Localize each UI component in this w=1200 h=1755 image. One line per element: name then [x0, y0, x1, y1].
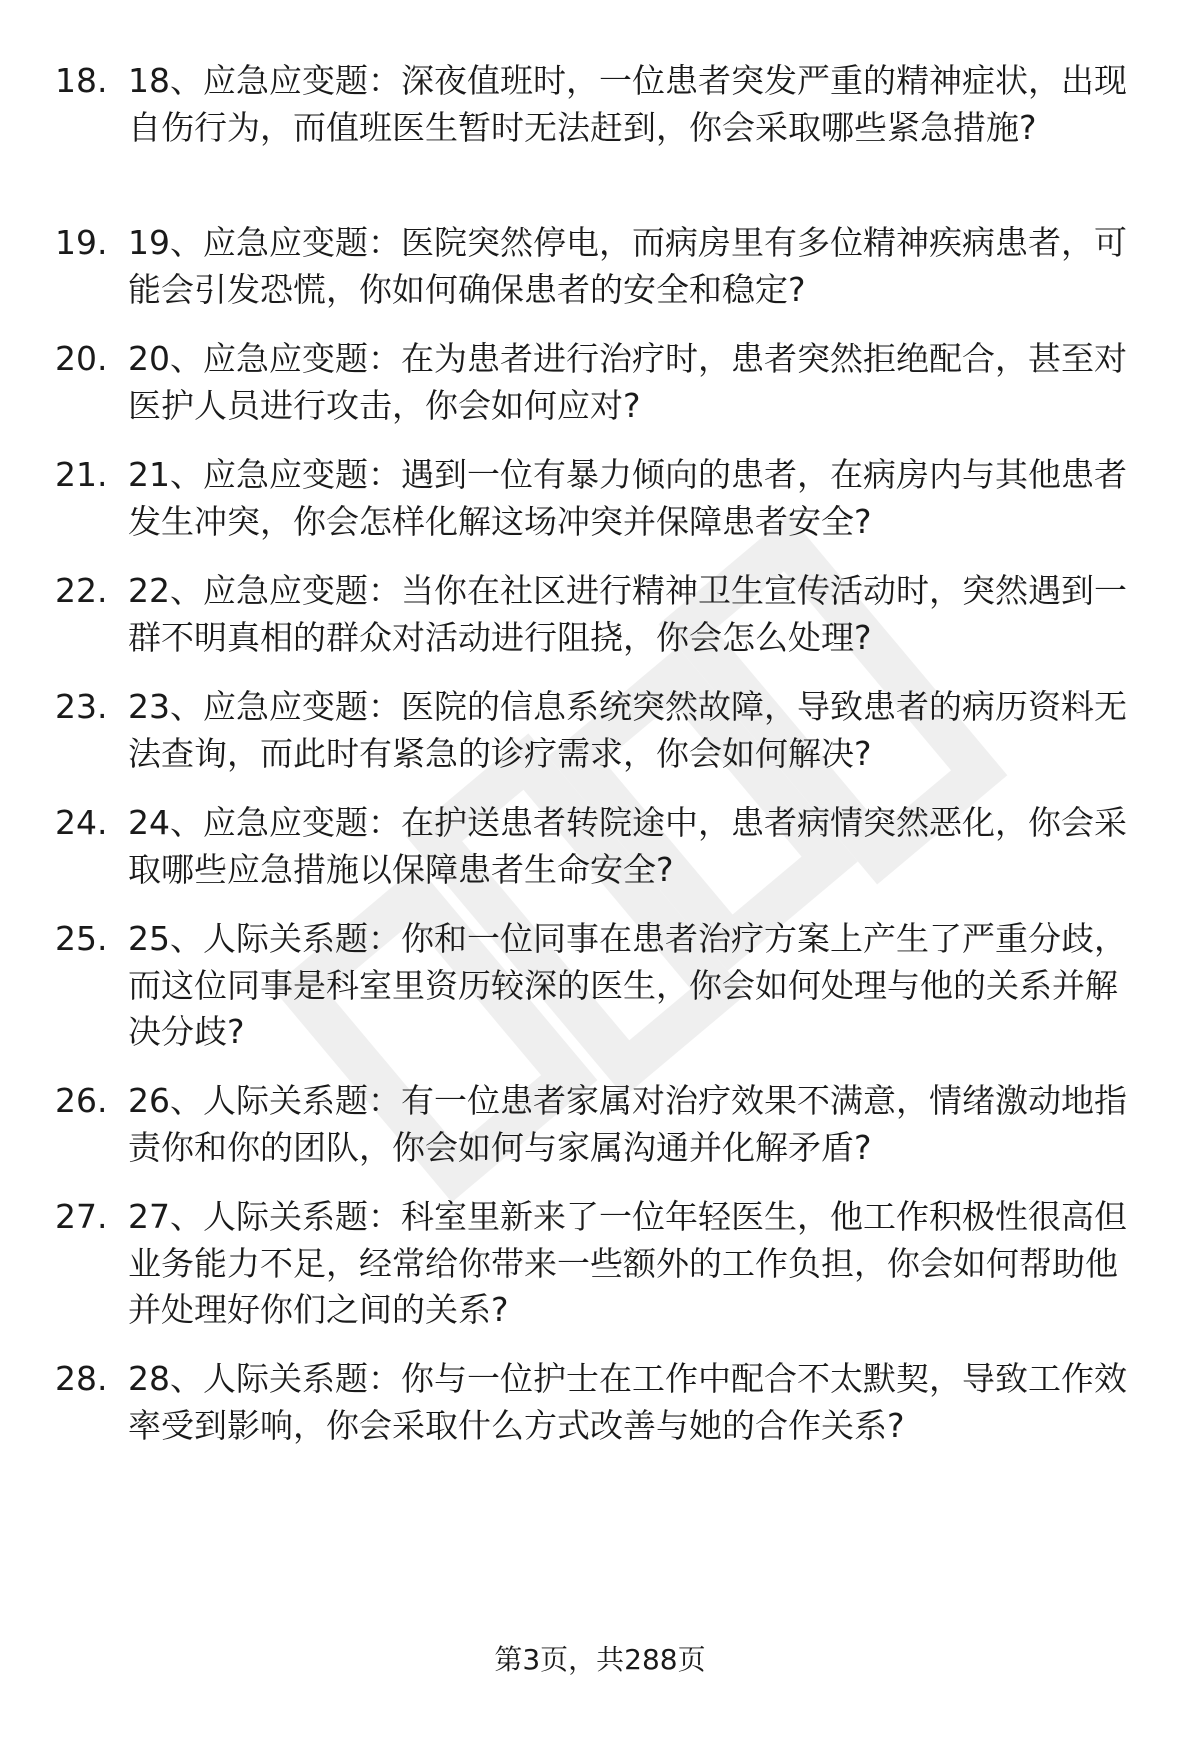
question-text: 28、人际关系题：你与一位护士在工作中配合不太默契，导致工作效率受到影响，你会采取什么方式改善与她的合作关系?: [128, 1359, 1127, 1445]
question-text: 18、应急应变题：深夜值班时，一位患者突发严重的精神症状，出现自伤行为，而值班医生暂时无法赶到，你会采取哪些紧急措施?: [128, 61, 1127, 147]
question-text: 25、人际关系题：你和一位同事在患者治疗方案上产生了严重分歧，而这位同事是科室里资历较深的医生，你会如何处理与他的关系并解决分歧?: [128, 919, 1127, 1051]
question-text: 24、应急应变题：在护送患者转院途中，患者病情突然恶化，你会采取哪些应急措施以保障患者生命安全?: [128, 803, 1127, 889]
question-number: 22.: [55, 571, 108, 610]
question-text: 26、人际关系题：有一位患者家属对治疗效果不满意，情绪激动地指责你和你的团队，你会如何与家属沟通并化解矛盾?: [128, 1081, 1127, 1167]
question-number: 23.: [55, 687, 108, 726]
question-number: 20.: [55, 339, 108, 378]
question-number: 26.: [55, 1081, 108, 1120]
question-text: 21、应急应变题：遇到一位有暴力倾向的患者，在病房内与其他患者发生冲突，你会怎样化解这场冲突并保障患者安全?: [128, 455, 1127, 541]
question-text: 27、人际关系题：科室里新来了一位年轻医生，他工作积极性很高但业务能力不足，经常给你带来一些额外的工作负担，你会如何帮助他并处理好你们之间的关系?: [128, 1197, 1127, 1329]
question-number: 25.: [55, 919, 108, 958]
question-number: 18.: [55, 61, 108, 100]
question-text: 23、应急应变题：医院的信息系统突然故障，导致患者的病历资料无法查询，而此时有紧急的诊疗需求，你会如何解决?: [128, 687, 1127, 773]
question-number: 21.: [55, 455, 108, 494]
question-number: 24.: [55, 803, 108, 842]
question-number: 28.: [55, 1359, 108, 1398]
question-text: 19、应急应变题：医院突然停电，而病房里有多位精神疾病患者，可能会引发恐慌，你如何确保患者的安全和稳定?: [128, 223, 1127, 309]
question-number: 27.: [55, 1197, 108, 1236]
question-text: 20、应急应变题：在为患者进行治疗时，患者突然拒绝配合，甚至对医护人员进行攻击，你会如何应对?: [128, 339, 1127, 425]
question-number: 19.: [55, 223, 108, 262]
page-footer: 第3页，共288页: [494, 1643, 706, 1676]
question-text: 22、应急应变题：当你在社区进行精神卫生宣传活动时，突然遇到一群不明真相的群众对活动进行阻挠，你会怎么处理?: [128, 571, 1127, 657]
